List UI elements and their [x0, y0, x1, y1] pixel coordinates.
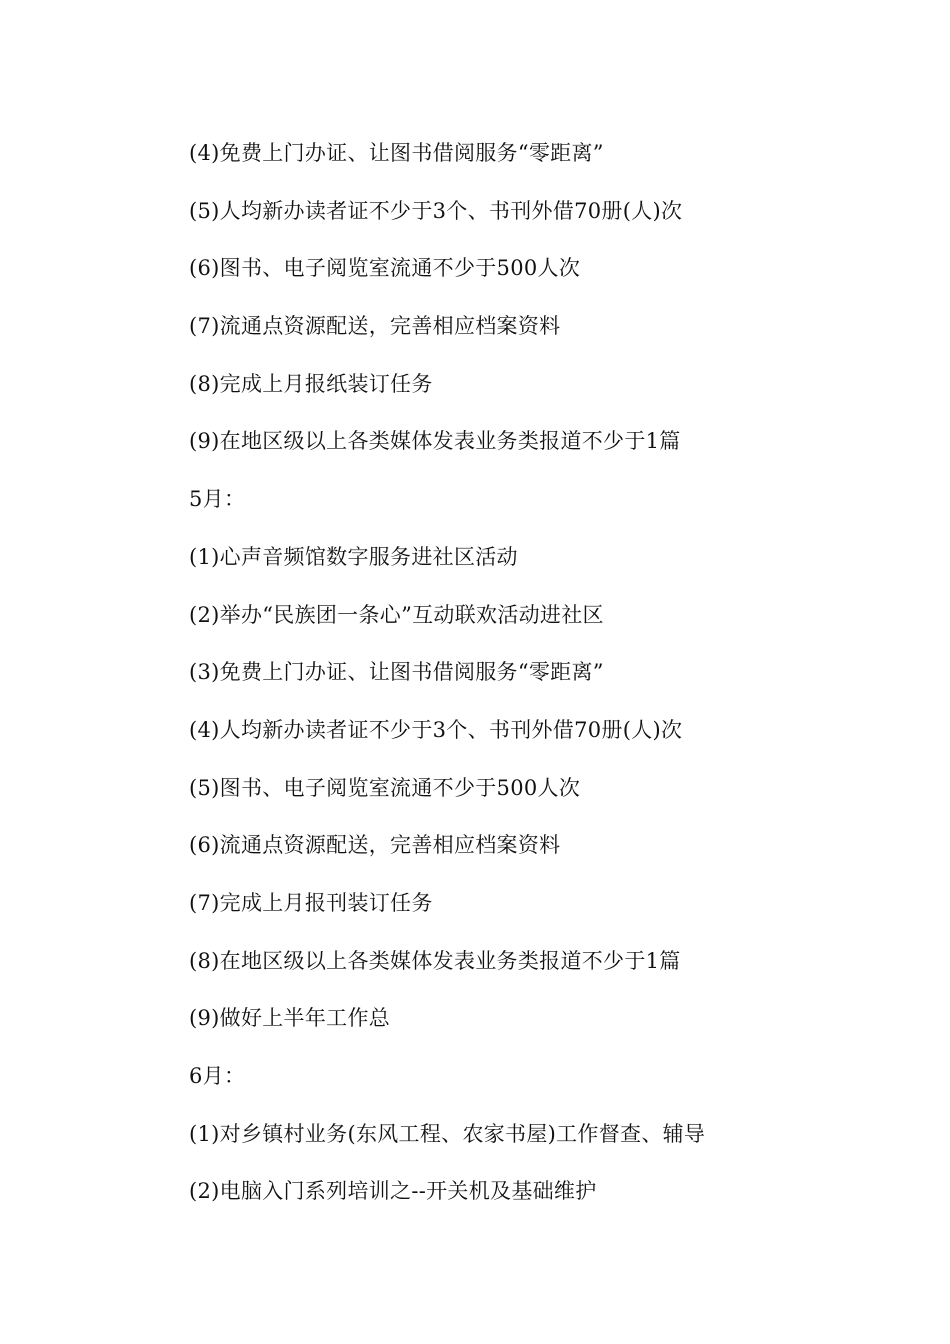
list-item: (6)流通点资源配送，完善相应档案资料: [189, 833, 561, 858]
list-item: (5)人均新办读者证不少于3个、书刊外借70册(人)次: [189, 198, 683, 223]
list-item: (8)在地区级以上各类媒体发表业务类报道不少于1篇: [189, 948, 681, 973]
list-item: (9)在地区级以上各类媒体发表业务类报道不少于1篇: [189, 429, 681, 454]
list-item: (3)免费上门办证、让图书借阅服务“零距离”: [189, 660, 604, 685]
list-item: (9)做好上半年工作总: [189, 1006, 391, 1031]
list-item: (2)电脑入门系列培训之--开关机及基础维护: [189, 1179, 597, 1204]
list-item: (6)图书、电子阅览室流通不少于500人次: [189, 256, 581, 281]
document-body: [189, 133, 889, 1229]
list-item: (8)完成上月报纸装订任务: [189, 371, 433, 396]
month-heading: 5月：: [189, 487, 246, 512]
list-item: (4)人均新办读者证不少于3个、书刊外借70册(人)次: [189, 717, 683, 742]
month-heading: 6月：: [189, 1064, 246, 1088]
list-item: (7)完成上月报刊装订任务: [189, 890, 433, 915]
list-item: (4)免费上门办证、让图书借阅服务“零距离”: [189, 141, 604, 165]
list-item: (1)心声音频馆数字服务进社区活动: [189, 544, 518, 569]
list-item: (1)对乡镇村业务(东风工程、农家书屋)工作督查、辅导: [189, 1121, 706, 1146]
list-item: (7)流通点资源配送，完善相应档案资料: [189, 314, 561, 339]
list-item: (5)图书、电子阅览室流通不少于500人次: [189, 775, 581, 800]
list-item: (2)举办“民族团一条心”互动联欢活动进社区: [189, 602, 604, 627]
